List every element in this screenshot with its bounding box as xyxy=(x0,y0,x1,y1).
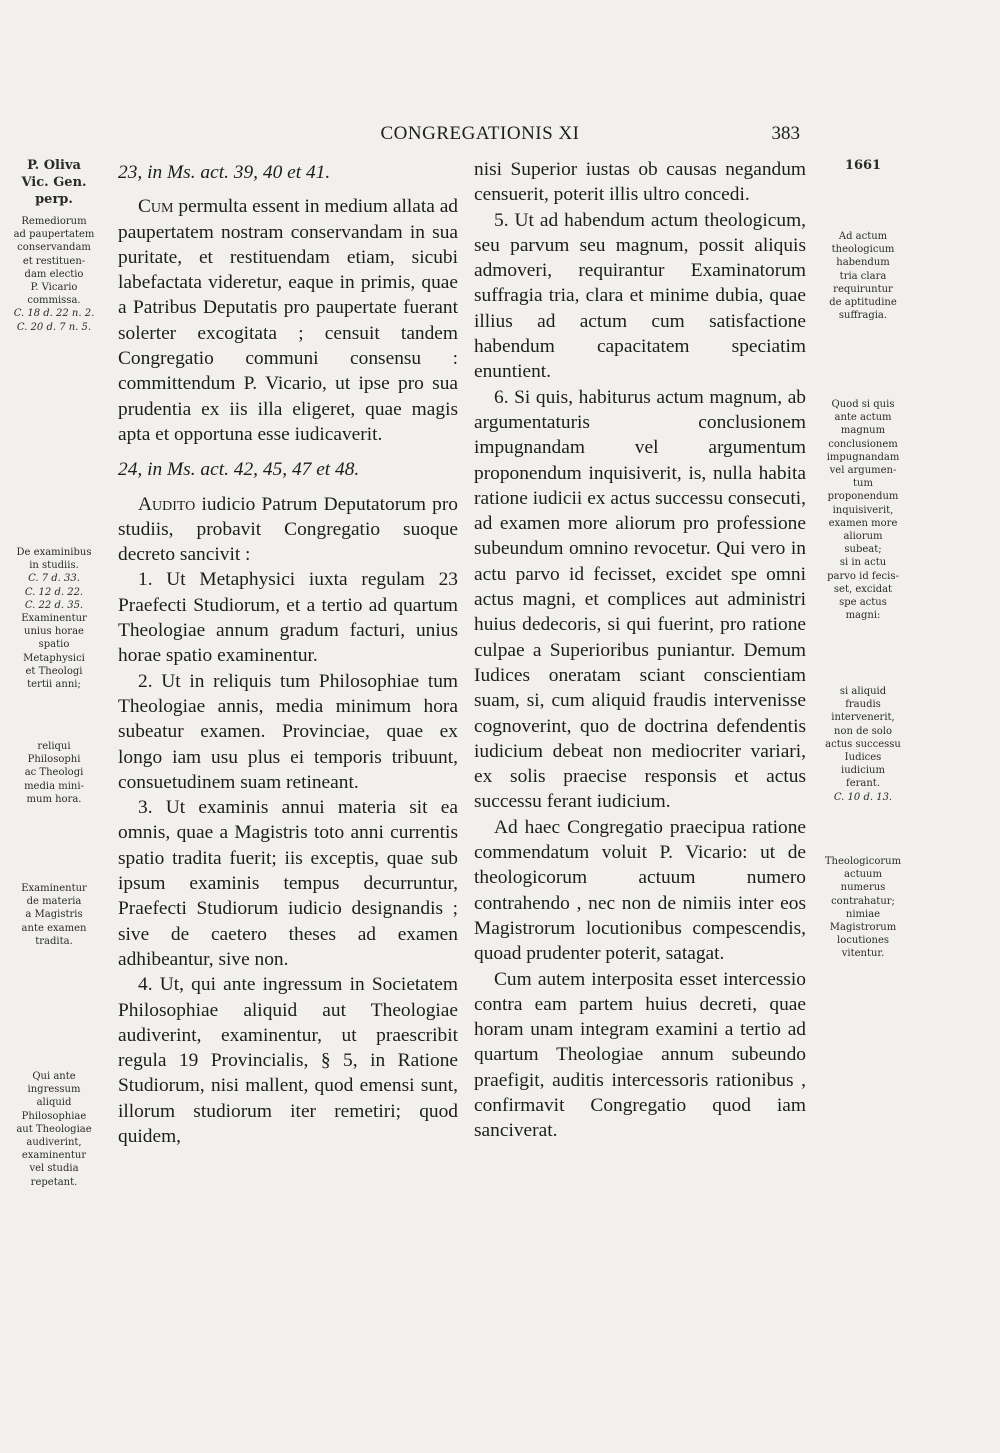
margin-line: Metaphysici xyxy=(23,652,85,664)
margin-line: Examinentur xyxy=(21,613,87,625)
margin-line: spatio xyxy=(38,639,70,651)
margin-line: tradita. xyxy=(35,935,73,947)
paragraph xyxy=(118,492,458,568)
paragraph: nisi Superior iustas ob causas negandum censuerit, poterit illis ultro concedi. xyxy=(474,159,806,206)
paragraph-text: iudicio Patrum Deputatorum pro studiis, probavit Congregatio suoque decreto sancivit : xyxy=(118,493,458,566)
margin-line: ante examen xyxy=(21,922,87,934)
margin-line: Remediorum xyxy=(21,216,87,227)
margin-line: vel studia xyxy=(29,1163,79,1175)
paragraph xyxy=(118,194,458,447)
margin-line: aut Theologiae xyxy=(16,1123,92,1135)
margin-line: Magistrorum xyxy=(829,922,897,934)
paragraph: 5. Ut ad habendum actum theologicum, seu parvum seu magnum, possit aliquis admoveri, requirantur Examinatorum suffragia tria, clara et minime dubia, quae illius ad actum cum satisfactione habendum capacitatem speciatim enuntient. xyxy=(474,209,806,383)
margin-line: repetant. xyxy=(30,1176,78,1188)
margin-note-actum-theologicum xyxy=(812,230,914,322)
margin-line: mum hora. xyxy=(26,793,82,805)
margin-line: ante actum xyxy=(834,412,892,424)
paragraph: 4. Ut, qui ante ingressum in Societatem Philosophiae aliquid aut Theologiae audiverint, examinentur, ut praescribit regula 19 Provincialis, § 5, in Ratione Studiorum, nisi mallent, quod emensi sunt, illorum studiorum iter remetiri; quod quidem, xyxy=(118,974,458,1147)
margin-line: 1661 xyxy=(844,158,882,173)
margin-line: theologicum xyxy=(831,244,895,256)
margin-line: conservandam xyxy=(17,242,91,254)
margin-line: Vic. Gen. xyxy=(21,175,87,190)
margin-line: ad paupertatem xyxy=(13,229,95,241)
margin-line: audiverint, xyxy=(26,1137,82,1149)
running-header: CONGREGATIONIS XI xyxy=(380,123,580,144)
margin-line: De examinibus xyxy=(16,547,92,558)
margin-line: iudicium xyxy=(841,765,885,777)
margin-line: in studiis. xyxy=(29,560,79,572)
margin-line: magni: xyxy=(845,610,881,622)
margin-line: P. Oliva xyxy=(27,158,81,173)
margin-line: tria clara xyxy=(839,270,887,282)
margin-line: requiruntur xyxy=(833,283,893,295)
margin-note-reliqui xyxy=(6,740,102,806)
section-heading-23: 23, in Ms. act. 39, 40 et 41. xyxy=(118,162,331,183)
page-number: 383 xyxy=(771,123,800,144)
margin-line: unius horae xyxy=(24,626,84,638)
margin-line: tertii anni; xyxy=(27,679,81,691)
paragraph: 1. Ut Metaphysici iuxta regulam 23 Praefecti Studiorum, et a tertio ad quartum Theologiae annum gradum facturi, unius horae spatio examinentur. xyxy=(118,569,458,667)
margin-line: ac Theologi xyxy=(24,767,84,779)
margin-line: proponendum xyxy=(827,491,899,503)
margin-line: vitentur. xyxy=(841,948,885,960)
margin-line: Iudices xyxy=(844,752,882,764)
margin-line: Quod si quis xyxy=(831,399,895,410)
margin-line: nimiae xyxy=(845,908,881,920)
margin-line: locutiones xyxy=(837,935,889,947)
paragraph: Cum autem interposita esset intercessio contra eam partem huius decreti, quae horam unam integram examini a tertio ad quartum Theologiae annum subeundo praefigit, auditis intercessoris rationibus , confirmavit Congregatio quod iam sanciverat. xyxy=(474,968,806,1142)
section-heading-24: 24, in Ms. act. 42, 45, 47 et 48. xyxy=(118,459,360,481)
text-column-right xyxy=(474,157,806,1144)
margin-reference: C. 7 d. 33. xyxy=(28,573,80,585)
margin-line: intervenerit, xyxy=(831,712,895,724)
margin-line: non de solo xyxy=(834,725,892,737)
margin-heading-oliva xyxy=(6,157,102,208)
margin-line: et restituen- xyxy=(22,255,86,267)
margin-line: numerus xyxy=(840,882,886,894)
margin-line: vel argumen- xyxy=(829,465,897,477)
margin-line: perp. xyxy=(35,192,73,207)
margin-line: dam electio xyxy=(24,268,84,280)
margin-line: commissa. xyxy=(27,295,81,307)
initial-word: Cum xyxy=(138,196,174,218)
margin-line: impugnandam xyxy=(826,451,900,463)
margin-reference: C. 20 d. 7 n. 5. xyxy=(16,321,92,333)
margin-line: Theologicorum xyxy=(824,856,902,867)
margin-reference: C. 22 d. 35. xyxy=(24,599,84,611)
margin-note-fraudis xyxy=(812,685,914,804)
margin-line: Philosophi xyxy=(27,754,81,766)
margin-line: de aptitudine xyxy=(829,297,897,309)
margin-line: reliqui xyxy=(37,741,71,752)
margin-note-de-examinibus xyxy=(6,546,102,691)
margin-line: inquisiverit, xyxy=(832,504,894,516)
paragraph: 2. Ut in reliquis tum Philosophiae tum Theologiae annis, media minimum hora subeatur examen. Provinciae, quae ex longo iam usu plus ei temporis tribuunt, consuetudinem suam retineant. xyxy=(118,670,458,793)
margin-line: et Theologi xyxy=(25,665,83,677)
margin-line: examen more xyxy=(828,517,898,529)
margin-note-remediorum xyxy=(6,215,102,334)
margin-line: Qui ante xyxy=(32,1071,76,1082)
margin-line: ingressum xyxy=(27,1084,81,1096)
margin-line: si in actu xyxy=(839,557,887,569)
margin-line: ferant. xyxy=(846,778,880,790)
margin-note-materia xyxy=(6,882,102,948)
margin-line: suffragia. xyxy=(838,310,888,322)
margin-note-theologicorum xyxy=(812,855,914,961)
margin-line: parvo id fecis- xyxy=(827,570,899,582)
margin-note-ingressum xyxy=(6,1070,102,1189)
margin-reference: C. 10 d. 13. xyxy=(833,791,893,803)
margin-line: spe actus xyxy=(839,597,887,609)
margin-line: media mini- xyxy=(24,780,84,792)
margin-line: P. Vicario xyxy=(30,282,78,294)
margin-line: tum xyxy=(853,478,873,490)
margin-line: contrahatur; xyxy=(831,895,895,907)
margin-line: aliquid xyxy=(36,1097,72,1109)
margin-line: examinentur xyxy=(21,1150,87,1162)
margin-line: Philosophiae xyxy=(21,1110,87,1122)
margin-line: set, excidat xyxy=(833,583,893,595)
margin-line: si aliquid xyxy=(839,686,887,697)
margin-line: a Magistris xyxy=(25,909,83,921)
margin-line: habendum xyxy=(836,257,890,269)
initial-word: Audito xyxy=(138,493,196,515)
margin-line: Ad actum xyxy=(838,231,888,242)
margin-line: magnum xyxy=(840,425,886,437)
text-column-left xyxy=(118,158,458,1149)
paragraph: 3. Ut examinis annui materia sit ea omnis, quae a Magistris toto anni currentis spatio tradita fuerit; iis exceptis, quae sub ipsum examinis tempus decurruntur, Praefecti Studiorum iudicio designandis ; sive de caetero theses ad examen adhibeantur, sive non. xyxy=(118,797,458,970)
margin-year xyxy=(812,157,914,174)
margin-line: fraudis xyxy=(845,699,881,711)
margin-note-quod-si-quis xyxy=(812,398,914,622)
margin-line: conclusionem xyxy=(828,438,898,450)
margin-line: Examinentur xyxy=(21,883,87,894)
paragraph: 6. Si quis, habiturus actum magnum, ab argumentaturis conclusionem impugnandam vel argumentum proponendum inquisiverit, is, nulla habita ratione iudicii ex actus successu consecuti, ad examen more aliorum pro professione subeundum omnino revocetur. Qui vero in actu parvo id fecisset, excidet spe omni actus magni, et complices aut administri huius dedecoris, si qui fuerint, pro ratione culpae a Superioribus puniantur. Demum Iudices oneratam sciant conscientiam suam, si, cum aliquid fraudis intervenisse cognoverint, quo de doctrina defendentis iudicium debeat non mediocriter variari, ex solis praecise responsis et actus successu ferant iudicium. xyxy=(474,386,806,813)
margin-reference: C. 18 d. 22 n. 2. xyxy=(13,308,95,320)
margin-line: actus successu xyxy=(825,738,901,750)
margin-line: actuum xyxy=(844,869,882,881)
paragraph: Ad haec Congregatio praecipua ratione commendatum voluit P. Vicario: ut de theologicorum actuum numero contrahendo , nec non de nimiis inter eos Magistrorum locutionibus compescendis, quoad prudenter poterit, satagat. xyxy=(474,816,806,965)
margin-line: de materia xyxy=(26,896,82,908)
margin-reference: C. 12 d. 22. xyxy=(24,586,84,598)
margin-line: aliorum xyxy=(843,531,883,543)
margin-line: subeat; xyxy=(844,544,882,556)
paragraph-text: permulta essent in medium allata ad paupertatem nostram conservandam in sua puritate, et restituendam etiam, sicubi labefactata videretur, eaque in primis, quae a Patribus Deputatis pro paupertate fuerant solerter excogitata ; censuit tandem Congregatio communi consensu : committendum P. Vicario, ut ipse pro sua prudentia ex iis illa eligeret, quae magis apta et opportuna esse iudicaverit. xyxy=(118,196,458,445)
